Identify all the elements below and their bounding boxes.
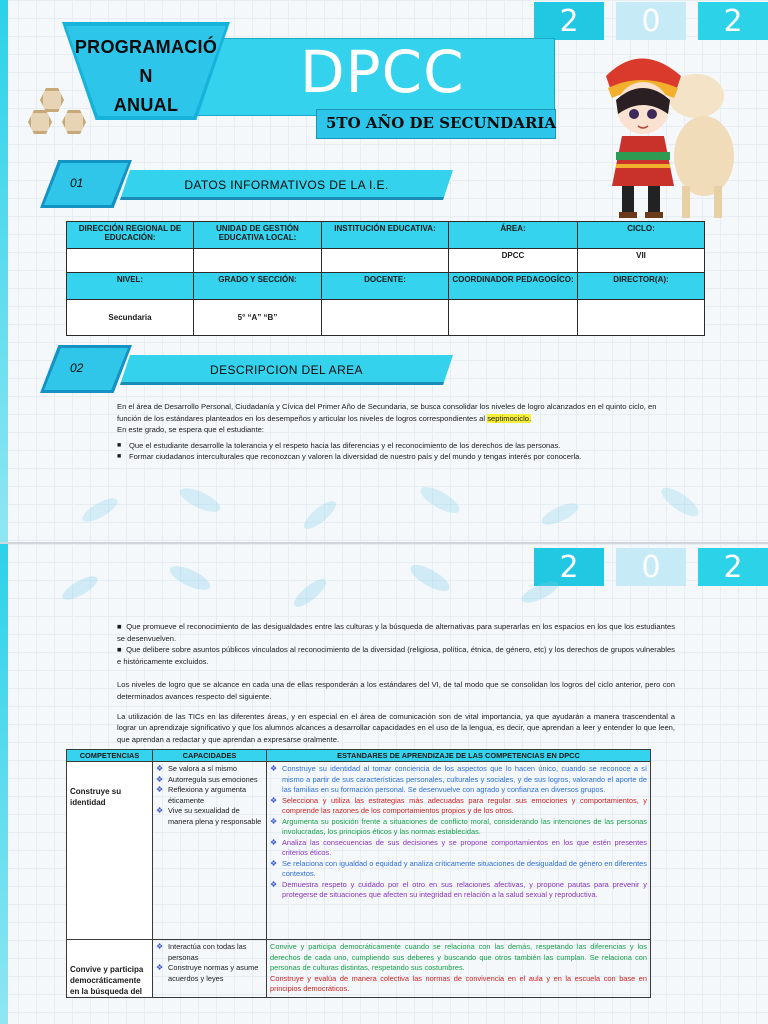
list-item: ■ Que el estudiante desarrolle la tolerancia y el respeto hacia las diferencias y el reconocimiento de los derechos de las personas.: [117, 440, 561, 450]
year-strip: [522, 2, 768, 40]
table-header-cell: ÁREA:: [449, 222, 578, 249]
section-title: DESCRIPCION DEL AREA: [210, 363, 363, 377]
program-title-line: ANUAL: [113, 95, 179, 115]
list-item: ❖ Construye su identidad al tomar conciencia de los aspectos que lo hacen único, cuando se reconoce a sí mismo a partir de sus características personales, culturales y sociales, y de sus logros, valorando el aporte de las familias en su formación personal. Se desenvuelve con agrado y confianza en diversos grupos.: [270, 764, 647, 794]
list-item: ❖ Argumenta su posición frente a situaciones de conflicto moral, considerando las intenciones de las personas involucradas, los principios éticos y las normas establecidas.: [270, 816, 647, 836]
table-header-cell: DOCENTE:: [322, 273, 449, 300]
levels-paragraph: Los niveles de logro que se alcance en cada una de ellas responderán a los estándares del VI, de tal modo que se consolidan los logros del ciclo anterior, pero con determinados avances respecto del siguiente.: [117, 680, 675, 701]
list-item: ❖ Reflexiona y argumenta éticamente: [156, 785, 247, 805]
table-cell: DPCC: [449, 249, 578, 273]
program-title-line: PROGRAMACIÓ: [74, 37, 218, 57]
list-item: ❖ Analiza las consecuencias de sus decisiones y se propone comportamientos en los que estén presentes criterios éticos.: [270, 837, 647, 857]
diamond-bullet-icon: ❖: [270, 795, 278, 805]
alpaca-mascot-icon: [586, 36, 736, 224]
section-number: 01: [70, 176, 84, 190]
table-header-cell: COMPETENCIAS: [67, 750, 153, 762]
table-cell: [322, 249, 449, 273]
list-item: ❖ Selecciona y utiliza las estrategias más adecuadas para regular sus emociones y comportamientos, y comprende las razones de los comportamientos propios y de los otros.: [270, 795, 647, 815]
highlighted-text: septimociclo.: [487, 413, 532, 423]
square-bullet-icon: ■: [117, 453, 122, 461]
table-row: [67, 762, 651, 940]
table-header-cell: ESTANDARES DE APRENDIZAJE DE LAS COMPETENCIAS EN DPCC: [267, 750, 651, 762]
table-cell: VII: [578, 249, 705, 273]
diamond-bullet-icon: ❖: [156, 774, 164, 784]
table-row: [67, 222, 705, 249]
section-number: 02: [70, 361, 84, 375]
list-item: ❖ Se valora a sí mismo: [156, 764, 238, 773]
square-bullet-icon: ■: [117, 441, 122, 449]
table-header-cell: DIRECTOR(A):: [578, 273, 705, 300]
diamond-bullet-icon: ❖: [156, 785, 164, 794]
diamond-bullet-icon: ❖: [156, 963, 164, 972]
list-item: Convive y participa democráticamente cuando se relaciona con las demás, respetando las diferencias y los derechos de cada uno, cumpliendo sus deberes y buscando que otros también las cumplan. Se relaciona con personas de culturas distintas, respetando sus costumbres.: [270, 942, 647, 972]
table-cell: [449, 300, 578, 336]
capacities-cell: [153, 762, 267, 940]
competence-name: Construye su identidad: [67, 762, 153, 940]
hexagon-cluster-icon: [28, 86, 98, 138]
competence-name: Convive y participa democráticamente en la búsqueda del: [67, 940, 153, 998]
competencies-table: [66, 749, 651, 998]
list-item: ■ Que delibere sobre asuntos públicos vinculados al reconocimiento de la diversidad (religiosa, política, étnica, de género, etc) y los derechos de grupos vulnerables e históricamente excluidos.: [117, 645, 675, 666]
table-row: [67, 300, 705, 336]
list-item: ❖ Construye normas y asume acuerdos y leyes: [156, 963, 259, 983]
left-accent-bar: [0, 0, 8, 542]
table-header-cell: CAPACIDADES: [153, 750, 267, 762]
program-title-line: N: [139, 66, 153, 86]
list-item: ■ Formar ciudadanos interculturales que reconozcan y valoren la diversidad de nuestro país y del mundo y tengas interés por conocerla.: [117, 452, 582, 462]
diamond-bullet-icon: ❖: [270, 816, 278, 826]
diamond-bullet-icon: ❖: [270, 764, 278, 773]
subject-title: DPCC: [300, 38, 465, 106]
table-header-cell: NIVEL:: [67, 273, 194, 300]
diamond-bullet-icon: ❖: [156, 764, 164, 773]
description-paragraph: En el área de Desarrollo Personal, Ciudadanía y Cívica del Primer Año de Secundaria, se busca consolidar los niveles de logro alcanzados en el quinto ciclo, en función de los estándares planteados en los desempeños y articular los niveles de logros correspondientes al septimociclo.: [117, 402, 657, 423]
year-digit: 2: [534, 548, 604, 586]
page2-text: [117, 621, 675, 745]
table-cell: [578, 300, 705, 336]
table-cell: Secundaria: [67, 300, 194, 336]
year-digit: 2: [698, 548, 768, 586]
table-header-cell: INSTITUCIÓN EDUCATIVA:: [322, 222, 449, 249]
table-cell: [67, 249, 194, 273]
info-table: [66, 221, 705, 336]
table-row: [67, 249, 705, 273]
leaf-pattern-icon: [60, 470, 760, 540]
square-bullet-icon: ■: [117, 645, 127, 655]
section-header-02: [40, 345, 460, 393]
table-header-row: [67, 750, 651, 762]
table-row: [67, 940, 651, 998]
list-item: ❖ Se relaciona con igualdad o equidad y analiza críticamente situaciones de desigualdad de género en diferentes contextos.: [270, 858, 647, 878]
table-cell: [194, 249, 322, 273]
standards-cell: [267, 762, 651, 940]
left-accent-bar: [0, 544, 8, 1024]
list-item: ❖ Interactúa con todas las personas: [156, 942, 247, 962]
list-item: Construye y evalúa de manera colectiva las normas de convivencia en el aula y en la escuela con base en principios democráticos.: [270, 973, 647, 993]
year-digit: 0: [616, 2, 686, 40]
table-header-cell: COORDINADOR PEDAGOGÍCO:: [449, 273, 578, 300]
year-digit: 0: [616, 548, 686, 586]
table-header-cell: DIRECCIÓN REGIONAL DE EDUCACIÓN:: [67, 222, 194, 249]
year-digit: 2: [534, 2, 604, 40]
section-header-01: [40, 160, 460, 208]
square-bullet-icon: ■: [117, 622, 127, 631]
table-header-cell: UNIDAD DE GESTIÓN EDUCATIVA LOCAL:: [194, 222, 322, 249]
section-title: DATOS INFORMATIVOS DE LA I.E.: [184, 178, 389, 192]
standards-cell: [267, 940, 651, 998]
diamond-bullet-icon: ❖: [270, 879, 278, 889]
table-header-cell: CICLO:: [578, 222, 705, 249]
area-description: [117, 401, 675, 463]
diamond-bullet-icon: ❖: [156, 806, 164, 815]
table-header-cell: GRADO Y SECCIÓN:: [194, 273, 322, 300]
description-paragraph: En este grado, se espera que el estudiante:: [117, 425, 264, 435]
table-cell: 5° “A” “B”: [194, 300, 322, 336]
list-item: ■ Que promueve el reconocimiento de las desigualdades entre las culturas y la búsqueda de alternativas para superarlas en los espacios en los que los estudiantes se desenvuelven.: [117, 622, 675, 643]
diamond-bullet-icon: ❖: [156, 942, 164, 951]
tics-paragraph: La utilización de las TICs en las diferentes áreas, y en especial en el área de comunicación son de vital importancia, ya que ayudarán a manera trascendental a lograr un aprendizaje significativo y que los alumnos alcances a desarrollar capacidades en el uso de la lengua, es decir, que aprendan a leer y entender lo que leen, que aprendan a redactar y que aprendan a expresarse oralmente.: [117, 711, 675, 744]
diamond-bullet-icon: ❖: [270, 837, 278, 847]
grade-label: 5TO AÑO DE SECUNDARIA: [326, 114, 556, 132]
year-digit: 2: [698, 2, 768, 40]
diamond-bullet-icon: ❖: [270, 858, 278, 868]
list-item: ❖ Vive su sexualidad de manera plena y responsable: [156, 806, 262, 826]
table-row: [67, 273, 705, 300]
table-cell: [322, 300, 449, 336]
leaf-pattern-icon: [40, 548, 740, 618]
list-item: ❖ Autorregula sus emociones: [156, 774, 258, 784]
list-item: ❖ Demuestra respeto y cuidado por el otro en sus relaciones afectivas, y propone pautas para prevenir y protegerse de situaciones que afecten su integridad en relación a la salud sexual y reproductiva.: [270, 879, 647, 899]
capacities-cell: [153, 940, 267, 998]
